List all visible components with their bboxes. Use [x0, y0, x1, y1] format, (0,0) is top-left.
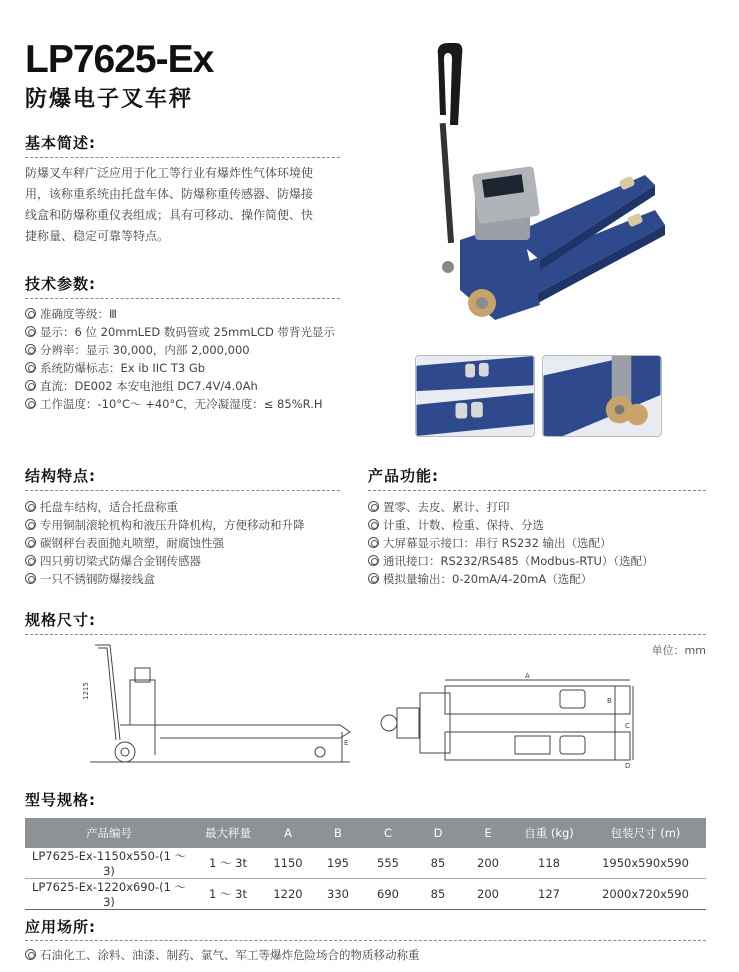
cell-a: 1220: [263, 879, 313, 910]
cell-c: 690: [363, 879, 413, 910]
column-header: 产品编号: [25, 818, 193, 848]
features-heading: 结构特点:: [25, 467, 96, 485]
features-list: [25, 498, 305, 588]
dim-b-label: B: [607, 697, 612, 705]
applications-heading: 应用场所:: [25, 918, 96, 936]
list-item: 石油化工、涂料、油漆、制药、氯气、军工等爆炸危险场合的物质移动称重: [25, 946, 420, 964]
list-item: 专用铜制滚轮机构和液压升降机构，方便移动和升降: [25, 516, 305, 534]
params-list: [25, 305, 335, 413]
bullet-icon: [25, 362, 36, 373]
column-header: 最大秤量: [193, 818, 263, 848]
product-title: LP7625-Ex: [25, 38, 214, 81]
cell-weight: 118: [513, 848, 585, 879]
models-table: [25, 818, 706, 910]
applications-list: [25, 946, 420, 964]
bullet-icon: [25, 555, 36, 566]
side-height-label: 1215: [82, 682, 90, 700]
intro-line: 防爆叉车秤广泛应用于化工等行业有爆炸性气体环境使: [25, 166, 314, 180]
column-header: 自重 (kg): [513, 818, 585, 848]
list-item: 系统防爆标志：Ex ib IIC T3 Gb: [25, 359, 335, 377]
features-rule: [25, 490, 340, 491]
intro-line: 线盒和防爆称重仪表组成；具有可移动、操作简便、快: [25, 208, 314, 222]
functions-list: [368, 498, 654, 588]
intro-rule: [25, 157, 340, 158]
table-row: [25, 848, 706, 879]
column-header: C: [363, 818, 413, 848]
intro-heading: 基本简述:: [25, 134, 96, 152]
cell-capacity: 1 ～ 3t: [193, 879, 263, 910]
cell-d: 85: [413, 879, 463, 910]
dimensions-heading: 规格尺寸:: [25, 611, 96, 629]
list-item: 一只不锈钢防爆接线盒: [25, 570, 305, 588]
bullet-icon: [25, 573, 36, 584]
column-header: 包装尺寸 (m): [585, 818, 706, 848]
bullet-icon: [25, 949, 36, 960]
unit-label: 单位：mm: [651, 644, 706, 657]
cell-model: LP7625-Ex-1220x690-(1 ～ 3): [25, 879, 193, 910]
fork-rollers-photo: [415, 355, 535, 437]
cell-b: 330: [313, 879, 363, 910]
list-item: 四只剪切梁式防爆合金钢传感器: [25, 552, 305, 570]
bullet-icon: [25, 398, 36, 409]
bullet-icon: [25, 537, 36, 548]
list-item: 托盘车结构，适合托盘称重: [25, 498, 305, 516]
intro-line: 捷称量、稳定可靠等特点。: [25, 229, 170, 243]
bullet-icon: [368, 573, 379, 584]
intro-paragraph: [25, 163, 345, 247]
cell-e: 200: [463, 848, 513, 879]
bullet-icon: [25, 501, 36, 512]
cell-weight: 127: [513, 879, 585, 910]
dim-c-label: C: [625, 722, 630, 730]
cell-c: 555: [363, 848, 413, 879]
params-rule: [25, 298, 340, 299]
bullet-icon: [25, 344, 36, 355]
list-item: 工作温度：-10°C～ +40°C，无冷凝湿度：≤ 85%R.H: [25, 395, 335, 413]
table-header-row: [25, 818, 706, 848]
dim-d-label: D: [625, 762, 631, 770]
column-header: D: [413, 818, 463, 848]
dim-a-label: A: [525, 672, 530, 680]
column-header: B: [313, 818, 363, 848]
bullet-icon: [368, 537, 379, 548]
applications-rule: [25, 940, 706, 941]
list-item: 直流：DE002 本安电池组 DC7.4V/4.0Ah: [25, 377, 335, 395]
bullet-icon: [25, 519, 36, 530]
cell-d: 85: [413, 848, 463, 879]
list-item: 分辨率：显示 30,000，内部 2,000,000: [25, 341, 335, 359]
list-item: 通讯接口：RS232/RS485（Modbus-RTU）（选配）: [368, 552, 654, 570]
intro-line: 用，该称重系统由托盘车体、防爆称重传感器、防爆接: [25, 187, 314, 201]
list-item: 模拟量输出：0-20mA/4-20mA（选配）: [368, 570, 654, 588]
models-heading: 型号规格:: [25, 791, 96, 809]
cell-e: 200: [463, 879, 513, 910]
column-header: A: [263, 818, 313, 848]
list-item: 碳钢秤台表面抛丸喷塑，耐腐蚀性强: [25, 534, 305, 552]
list-item: 准确度等级：Ⅲ: [25, 305, 335, 323]
functions-heading: 产品功能:: [368, 467, 439, 485]
pallet-truck-photo: [420, 35, 720, 355]
bullet-icon: [368, 501, 379, 512]
dimensions-rule: [25, 634, 706, 635]
side-view-drawing: [80, 640, 360, 775]
product-subtitle: 防爆电子叉车秤: [25, 87, 194, 112]
dim-e-label: E: [344, 739, 349, 747]
cell-model: LP7625-Ex-1150x550-(1 ～ 3): [25, 848, 193, 879]
cell-capacity: 1 ～ 3t: [193, 848, 263, 879]
cell-b: 195: [313, 848, 363, 879]
functions-rule: [368, 490, 706, 491]
list-item: 计重、计数、检重、保持、分选: [368, 516, 654, 534]
bullet-icon: [368, 555, 379, 566]
list-item: 置零、去皮、累计、打印: [368, 498, 654, 516]
column-header: E: [463, 818, 513, 848]
bullet-icon: [25, 326, 36, 337]
cell-package: 2000x720x590: [585, 879, 706, 910]
wheel-closeup-photo: [542, 355, 662, 437]
list-item: 大屏幕显示接口：串行 RS232 输出（选配）: [368, 534, 654, 552]
table-row: [25, 879, 706, 910]
bullet-icon: [25, 380, 36, 391]
cell-a: 1150: [263, 848, 313, 879]
bullet-icon: [25, 308, 36, 319]
top-view-drawing: [375, 668, 640, 778]
bullet-icon: [368, 519, 379, 530]
list-item: 显示：6 位 20mmLED 数码管或 25mmLCD 带背光显示: [25, 323, 335, 341]
params-heading: 技术参数:: [25, 275, 96, 293]
cell-package: 1950x590x590: [585, 848, 706, 879]
